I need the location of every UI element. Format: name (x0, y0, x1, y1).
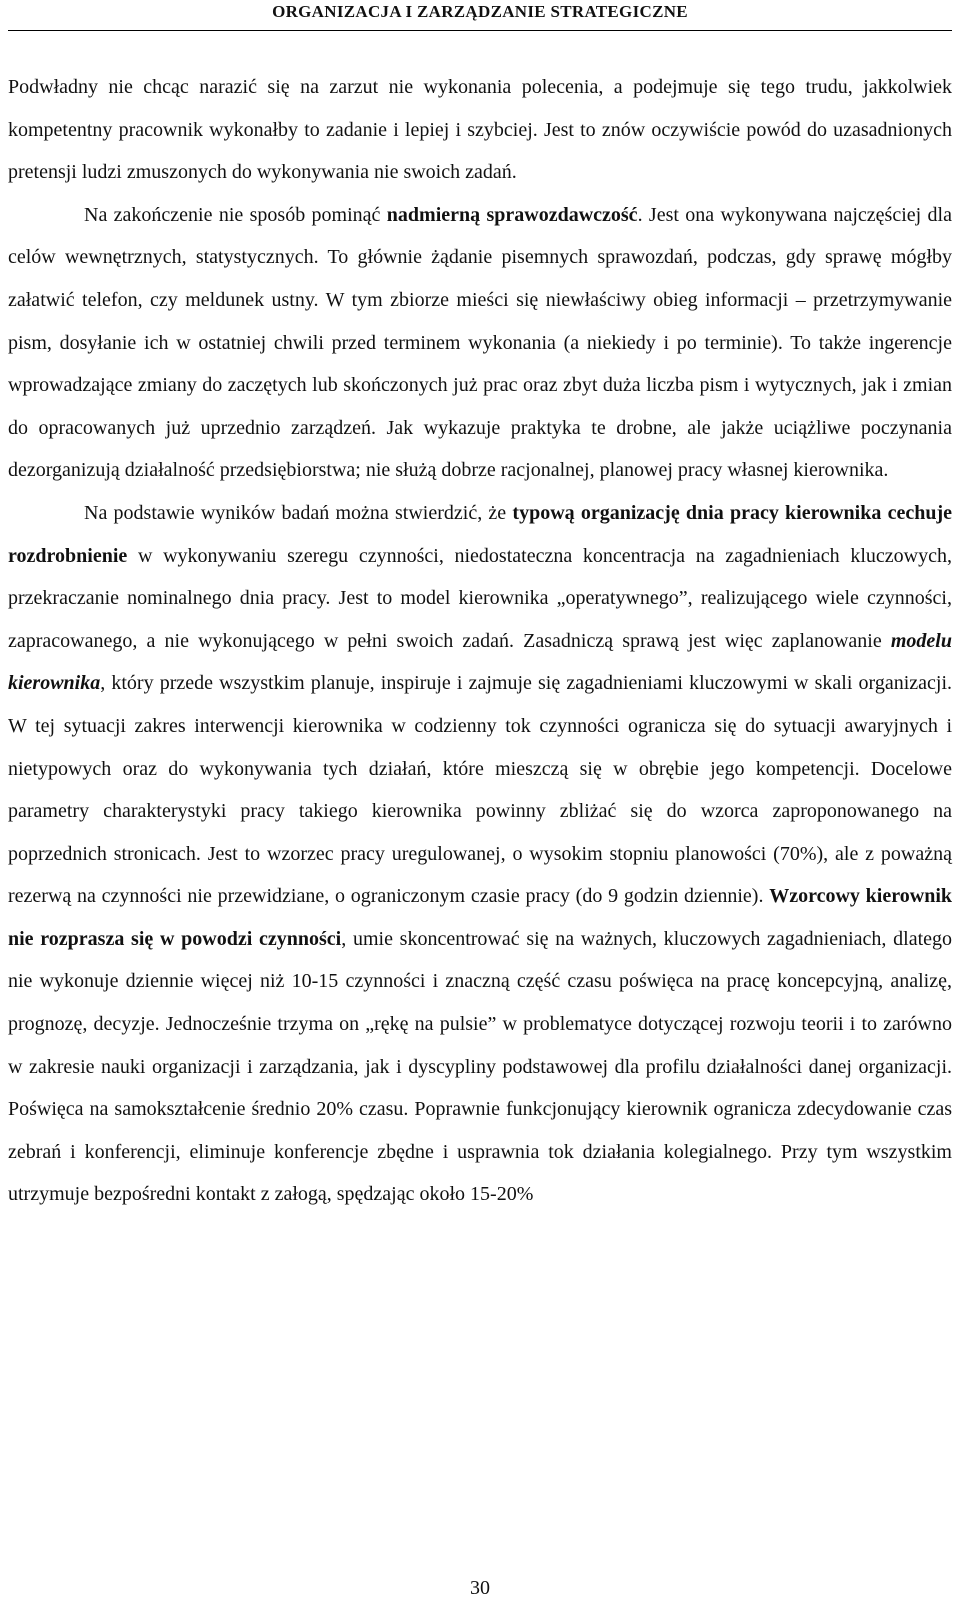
body-text (8, 66, 952, 1216)
paragraph-3 (8, 492, 952, 1216)
running-header: ORGANIZACJA I ZARZĄDZANIE STRATEGICZNE (8, 0, 952, 31)
emphasis-bold: Wzorcowy kierownik nie rozprasza się w powodzi czynności (8, 885, 952, 950)
paragraph-text: Na zakończenie nie sposób pominąć (84, 203, 387, 226)
paragraph-text: Na podstawie wyników badań można stwierdzić, że (84, 501, 513, 524)
paragraph-text: w wykonywaniu szeregu czynności, niedostateczna koncentracja na zagadnieniach kluczowych, przekraczanie nominalnego dnia pracy. Jest to model kierownika „operatywnego”, realizującego wiele czynności, zapracowanego, a nie wykonującego w pełni swoich zadań. Zasadniczą sprawą jest więc zaplanowanie (8, 544, 952, 652)
paragraph-text: , umie skoncentrować się na ważnych, kluczowych zagadnieniach, dlatego nie wykonuje dziennie więcej niż 10-15 czynności i znaczną część czasu poświęca na pracę koncepcyjną, analizę, prognozę, decyzje. Jednocześnie trzyma on „rękę na pulsie” w problematyce dotyczącej rozwoju teorii i to zarówno w zakresie nauki organizacji i zarządzania, jak i dyscypliny podstawowej dla profilu działalności danej organizacji. Poświęca na samokształcenie średnio 20% czasu. Poprawnie funkcjonujący kierownik ogranicza zdecydowanie czas zebrań i konferencji, eliminuje konferencje zbędne i usprawnia tok działania kolegialnego. Przy tym wszystkim utrzymuje bezpośredni kontakt z załogą, spędzając około 15-20% (8, 927, 953, 1206)
emphasis-bold-italic: modelu kierownika (8, 629, 952, 695)
paragraph-2 (8, 194, 952, 492)
emphasis-bold: nadmierną sprawozdawczość (386, 203, 638, 226)
emphasis-bold: typową organizację dnia pracy kierownika cechuje rozdrobnienie (8, 501, 952, 567)
paragraph-text: Podwładny nie chcąc narazić się na zarzut nie wykonania polecenia, a podejmuje się tego trudu, jakkolwiek kompetentny pracownik wykonałby to zadanie i lepiej i szybciej. Jest to znów oczywiście powód do uzasadnionych pretensji ludzi zmuszonych do wykonywania nie swoich zadań. (8, 76, 952, 184)
paragraph-text: . Jest ona wykonywana najczęściej dla celów wewnętrznych, statystycznych. To głównie żądanie pisemnych sprawozdań, podczas, gdy sprawę mógłby załatwić telefon, czy meldunek ustny. W tym zbiorze mieści się niewłaściwy obieg informacji – przetrzymywanie pism, dosyłanie ich w ostatniej chwili przed terminem wykonania (a niekiedy i po terminie). To także ingerencje wprowadzające zmiany do zaczętych lub skończonych już prac oraz zbyt duża liczba pism i wytycznych, jak i zmian do opracowanych już uprzednio zarządzeń. Jak wykazuje praktyka te drobne, ale jakże uciążliwe poczynania dezorganizują działalność przedsiębiorstwa; nie służą dobrze racjonalnej, planowej pracy własnej kierownika. (8, 203, 952, 482)
paragraph-1 (8, 66, 952, 194)
page-number: 30 (470, 1577, 490, 1599)
paragraph-text: , który przede wszystkim planuje, inspiruje i zajmuje się zagadnieniami kluczowymi w skali organizacji. W tej sytuacji zakres interwencji kierownika w codzienny tok czynności ogranicza się do sytuacji awaryjnych i nietypowych oraz do wykonywania tych działań, które mieszczą się w obrębie jego kompetencji. Docelowe parametry charakterystyki pracy takiego kierownika powinny zbliżać się do wzorca zaproponowanego na poprzednich stronicach. Jest to wzorzec pracy uregulowanej, o wysokim stopniu planowości (70%), ale z poważną rezerwą na czynności nie przewidziane, o ograniczonym czasie pracy (do 9 godzin dziennie). (8, 672, 952, 908)
